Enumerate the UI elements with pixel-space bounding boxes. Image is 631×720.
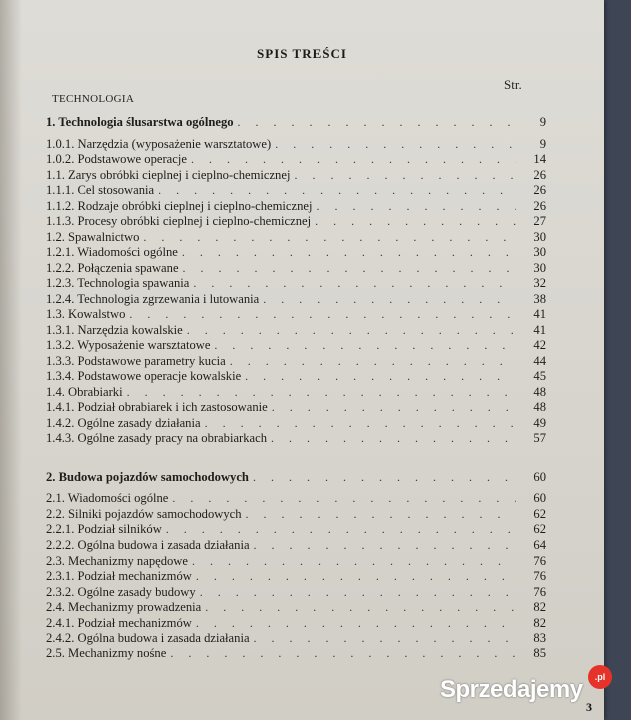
toc-entry-title: 2.4.2. Ogólna budowa i zasada działania	[46, 631, 250, 645]
page-number: 3	[586, 700, 592, 714]
toc-entry	[46, 537, 546, 553]
toc-entry-title: 1.4.1. Podział obrabiarek i ich zastosowanie	[46, 400, 268, 414]
toc-entry-page: 49	[533, 416, 546, 430]
toc-entry-page: 82	[533, 616, 546, 630]
page-title: SPIS TREŚCI	[257, 46, 347, 61]
toc-entry	[46, 630, 546, 646]
toc-entry	[46, 384, 546, 400]
dot-leader	[187, 322, 516, 338]
toc-entry	[46, 521, 546, 537]
dot-leader	[183, 260, 516, 276]
dot-leader	[214, 337, 516, 353]
dot-leader	[272, 399, 516, 415]
toc-entry	[46, 568, 546, 584]
dot-leader	[158, 182, 516, 198]
toc-entry-title: 2.5. Mechanizmy nośne	[46, 646, 167, 660]
dot-leader	[230, 353, 516, 369]
toc-entry-page: 64	[533, 538, 546, 552]
toc-entry-page: 26	[533, 183, 546, 197]
toc-entry	[46, 553, 546, 569]
dot-leader	[143, 229, 516, 245]
dot-leader	[316, 198, 516, 214]
page-column-label: Str.	[504, 77, 522, 92]
toc-entry-title: 2.3.2. Ogólne zasady budowy	[46, 585, 196, 599]
toc-entry	[46, 584, 546, 600]
toc-entry-page: 9	[539, 115, 546, 129]
dot-leader	[263, 291, 516, 307]
dot-leader	[170, 645, 516, 661]
toc-entry-page: 76	[533, 569, 546, 583]
toc-entry-title: 2.3. Mechanizmy napędowe	[46, 554, 188, 568]
toc-entry	[46, 244, 546, 260]
toc-entry	[46, 136, 546, 152]
toc-entry	[46, 615, 546, 631]
toc-entry-page: 76	[533, 554, 546, 568]
toc-entry-page: 9	[539, 137, 546, 151]
toc-entry-title: 1.3.4. Podstawowe operacje kowalskie	[46, 369, 242, 383]
toc-entry	[46, 151, 546, 167]
toc-entry	[46, 114, 546, 130]
dot-leader	[196, 568, 516, 584]
toc-entry	[46, 275, 546, 291]
toc-entry-title: 1.1.1. Cel stosowania	[46, 183, 155, 197]
toc-entry	[46, 368, 546, 384]
toc-entry-page: 38	[533, 292, 546, 306]
toc-entry-page: 30	[533, 261, 546, 275]
toc-entry-page: 76	[533, 585, 546, 599]
dot-leader	[245, 368, 516, 384]
toc-entry-title: 1. Technologia ślusarstwa ogólnego	[46, 115, 234, 129]
toc-entry-page: 83	[533, 631, 546, 645]
dot-leader	[172, 490, 516, 506]
toc-entry-page: 62	[533, 522, 546, 536]
toc-entry-page: 30	[533, 230, 546, 244]
toc-entry-page: 26	[533, 168, 546, 182]
toc-entry	[46, 260, 546, 276]
dot-leader	[200, 584, 516, 600]
toc-entry	[46, 229, 546, 245]
toc-entry	[46, 322, 546, 338]
toc-entry-page: 45	[533, 369, 546, 383]
toc-entry	[46, 599, 546, 615]
toc-entry-title: 2.3.1. Podział mechanizmów	[46, 569, 192, 583]
toc-entry	[46, 399, 546, 415]
toc-entry	[46, 291, 546, 307]
dot-leader	[246, 506, 516, 522]
toc-entry	[46, 490, 546, 506]
toc-entry	[46, 353, 546, 369]
toc-entry-page: 41	[533, 307, 546, 321]
toc-entry-page: 30	[533, 245, 546, 259]
toc-entry-title: 2.2. Silniki pojazdów samochodowych	[46, 507, 242, 521]
toc-entry-title: 1.4.3. Ogólne zasady pracy na obrabiarkach	[46, 431, 267, 445]
toc-entry-title: 1.2.2. Połączenia spawane	[46, 261, 179, 275]
toc-entry-page: 60	[533, 491, 546, 505]
toc-entry-title: 1.3. Kowalstwo	[46, 307, 126, 321]
dot-leader	[294, 167, 516, 183]
toc-entry-title: 1.2.3. Technologia spawania	[46, 276, 190, 290]
toc-entry-page: 48	[533, 400, 546, 414]
toc-entry-page: 62	[533, 507, 546, 521]
toc-entry	[46, 430, 546, 446]
toc-entry-title: 1.0.2. Podstawowe operacje	[46, 152, 187, 166]
toc-entry-title: 1.3.1. Narzędzia kowalskie	[46, 323, 183, 337]
toc-entry	[46, 337, 546, 353]
toc-entry-title: 1.2.1. Wiadomości ogólne	[46, 245, 178, 259]
toc-entry-title: 1.4. Obrabiarki	[46, 385, 123, 399]
dot-leader	[192, 553, 516, 569]
toc-entry	[46, 167, 546, 183]
toc-entry	[46, 469, 546, 485]
toc-entry-page: 32	[533, 276, 546, 290]
dot-leader	[196, 615, 516, 631]
toc-entry-title: 1.3.2. Wyposażenie warsztatowe	[46, 338, 211, 352]
toc-entry-page: 60	[533, 470, 546, 484]
dot-leader	[191, 151, 516, 167]
toc-entry-title: 1.4.2. Ogólne zasady działania	[46, 416, 201, 430]
toc-entry-title: 1.1.2. Rodzaje obróbki cieplnej i cieplno-chemicznej	[46, 199, 313, 213]
dot-leader	[271, 430, 516, 446]
toc-entry	[46, 182, 546, 198]
toc-entry-title: 1.0.1. Narzędzia (wyposażenie warsztatowe)	[46, 137, 272, 151]
watermark-logo: Sprzedajemy	[440, 676, 583, 703]
toc-entry-page: 27	[533, 214, 546, 228]
dot-leader	[193, 275, 516, 291]
toc-entry-page: 26	[533, 199, 546, 213]
dot-leader	[129, 306, 516, 322]
dot-leader	[127, 384, 516, 400]
toc-entry-title: 2.2.1. Podział silników	[46, 522, 162, 536]
toc-entry	[46, 645, 546, 661]
toc-entry-page: 82	[533, 600, 546, 614]
toc-entry-title: 1.2. Spawalnictwo	[46, 230, 140, 244]
toc-entry	[46, 506, 546, 522]
dot-leader	[238, 114, 516, 130]
toc-entry-title: 2.4. Mechanizmy prowadzenia	[46, 600, 202, 614]
toc-entry-page: 57	[533, 431, 546, 445]
dot-leader	[254, 537, 516, 553]
toc-entry	[46, 306, 546, 322]
dot-leader	[253, 469, 516, 485]
dot-leader	[166, 521, 516, 537]
toc-entry-title: 1.3.3. Podstawowe parametry kucia	[46, 354, 226, 368]
dot-leader	[182, 244, 516, 260]
toc-entry	[46, 198, 546, 214]
toc-entry-page: 41	[533, 323, 546, 337]
toc-entry-title: 2.2.2. Ogólna budowa i zasada działania	[46, 538, 250, 552]
toc-entry-page: 48	[533, 385, 546, 399]
toc-entry-title: 2.1. Wiadomości ogólne	[46, 491, 169, 505]
toc-entry-page: 44	[533, 354, 546, 368]
toc-entry-page: 42	[533, 338, 546, 352]
toc-entry-title: 2. Budowa pojazdów samochodowych	[46, 470, 249, 484]
dot-leader	[275, 136, 516, 152]
toc-entry-title: 1.1. Zarys obróbki cieplnej i cieplno-chemicznej	[46, 168, 291, 182]
toc-entry-title: 1.2.4. Technologia zgrzewania i lutowania	[46, 292, 260, 306]
dot-leader	[254, 630, 516, 646]
toc-entry-title: 2.4.1. Podział mechanizmów	[46, 616, 192, 630]
toc-entry-page: 85	[533, 646, 546, 660]
dot-leader	[205, 415, 516, 431]
watermark-badge: .pl	[588, 665, 612, 689]
section-heading: TECHNOLOGIA	[52, 93, 135, 105]
dot-leader	[315, 213, 516, 229]
toc-entry	[46, 415, 546, 431]
toc-entry-title: 1.1.3. Procesy obróbki cieplnej i cieplno-chemicznej	[46, 214, 312, 228]
dot-leader	[205, 599, 516, 615]
toc-entry-page: 14	[533, 152, 546, 166]
toc-entry	[46, 213, 546, 229]
